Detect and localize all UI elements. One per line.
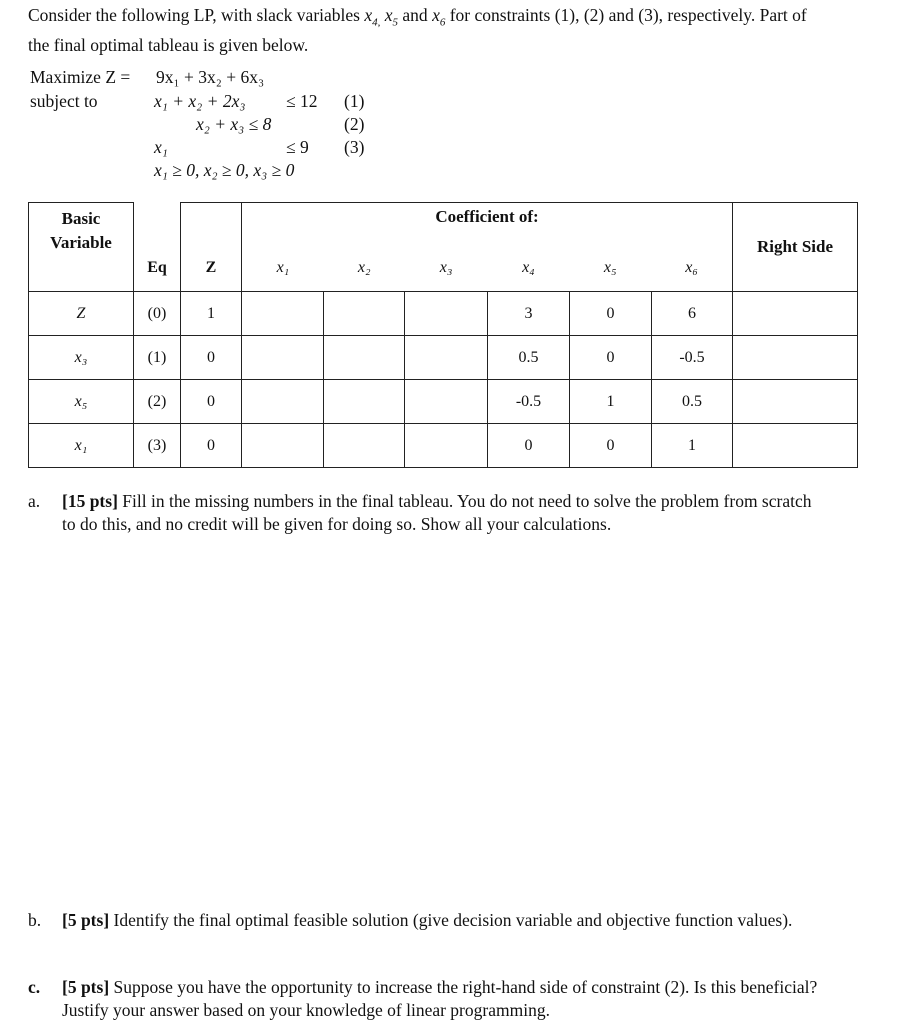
x6-cell: 1 [652, 424, 733, 468]
basic-var-cell: Z [29, 292, 134, 336]
intro-line-1: Consider the following LP, with slack variables $x_{4,}$ $x_5$ and $x_6$ for constraints (1), (2) and (3), respectively. Part of [28, 5, 807, 29]
x5-cell: 0 [570, 292, 652, 336]
x4-cell: 0.5 [488, 336, 570, 380]
x3-cell[interactable] [405, 336, 488, 380]
col-header-x3: x₃ [439, 259, 453, 276]
x5-cell: 1 [570, 380, 652, 424]
x1-cell[interactable] [242, 380, 324, 424]
basic-var-cell: x₃ [29, 336, 134, 380]
x2-cell[interactable] [324, 336, 405, 380]
basic-var-cell: x₁ [29, 424, 134, 468]
question-c-text-2: Justify your answer based on your knowledge of linear programming. [62, 1000, 550, 1020]
z-cell: 0 [181, 336, 242, 380]
question-c-text: Suppose you have the opportunity to increase the right-hand side of constraint (2). Is this beneficial? [109, 977, 818, 997]
question-a-text-2: to do this, and no credit will be given for doing so. Show all your calculations. [62, 514, 612, 534]
table-row [29, 292, 858, 336]
eq-cell: (3) [134, 424, 181, 468]
x3-cell[interactable] [405, 292, 488, 336]
x1-cell[interactable] [242, 424, 324, 468]
constraint-1-lhs: x₁ + x₂ + 2x₃ [154, 91, 246, 111]
x2-cell[interactable] [324, 292, 405, 336]
x5-cell: 0 [570, 336, 652, 380]
question-a [28, 490, 898, 536]
constraint-2-number: (2) [344, 114, 365, 134]
question-c-points: [5 pts] [62, 977, 110, 997]
col-header-right-side: Right Side [733, 203, 858, 292]
x5-cell: 0 [570, 424, 652, 468]
tableau-grid [28, 202, 858, 468]
col-header-eq: Eq [134, 203, 181, 292]
basic-variable-header: Basic Variable [29, 203, 134, 292]
col-header-x1: x₁ [276, 259, 290, 276]
x6-cell: 0.5 [652, 380, 733, 424]
maximize-label: Maximize Z = [30, 67, 131, 87]
question-c [28, 976, 908, 1022]
eq-cell: (0) [134, 292, 181, 336]
z-cell: 1 [181, 292, 242, 336]
rhs-cell[interactable] [733, 336, 858, 380]
objective-function: 9x₁ + 3x₂ + 6x₃ [156, 67, 265, 87]
rhs-cell[interactable] [733, 380, 858, 424]
question-a-label: a. [28, 491, 41, 511]
x1-cell[interactable] [242, 292, 324, 336]
x2-cell[interactable] [324, 424, 405, 468]
constraint-3-lhs: x₁ [154, 137, 168, 157]
intro-line-2: the final optimal tableau is given below. [28, 34, 309, 55]
nonnegativity-constraints: x₁ ≥ 0, x₂ ≥ 0, x₃ ≥ 0 [154, 160, 295, 180]
subject-to-label: subject to [30, 91, 98, 111]
constraint-3-number: (3) [344, 137, 365, 157]
question-a-text: Fill in the missing numbers in the final tableau. You do not need to solve the problem from scratch [117, 491, 812, 511]
x6-cell: -0.5 [652, 336, 733, 380]
constraint-2-lhs: x₂ + x₃ ≤ 8 [196, 114, 272, 134]
rhs-cell[interactable] [733, 424, 858, 468]
question-b-label: b. [28, 910, 42, 930]
col-header-x6: x₆ [685, 259, 698, 276]
z-cell: 0 [181, 380, 242, 424]
x3-cell[interactable] [405, 424, 488, 468]
intro-paragraph [28, 4, 898, 56]
coefficient-of-header: Coefficient of: [435, 207, 539, 226]
x3-cell[interactable] [405, 380, 488, 424]
question-c-label: c. [28, 977, 41, 997]
eq-cell: (2) [134, 380, 181, 424]
col-header-x5: x₅ [603, 259, 617, 276]
x1-cell[interactable] [242, 336, 324, 380]
col-header-x2: x₂ [357, 259, 371, 276]
question-b-text: Identify the final optimal feasible solution (give decision variable and objective function values). [109, 910, 793, 930]
table-row [29, 336, 858, 380]
question-b-points: [5 pts] [62, 910, 110, 930]
table-row [29, 424, 858, 468]
constraint-1-rhs: ≤ 12 [286, 91, 318, 111]
x4-cell: -0.5 [488, 380, 570, 424]
eq-cell: (1) [134, 336, 181, 380]
table-row [29, 380, 858, 424]
question-b [28, 909, 898, 932]
z-cell: 0 [181, 424, 242, 468]
basic-var-cell: x₅ [29, 380, 134, 424]
constraint-1-number: (1) [344, 91, 365, 111]
constraint-3-rhs: ≤ 9 [286, 137, 309, 157]
x4-cell: 3 [488, 292, 570, 336]
col-header-z: Z [181, 203, 242, 292]
question-a-points: [15 pts] [62, 491, 118, 511]
x4-cell: 0 [488, 424, 570, 468]
x6-cell: 6 [652, 292, 733, 336]
x2-cell[interactable] [324, 380, 405, 424]
rhs-cell[interactable] [733, 292, 858, 336]
col-header-x4: x₄ [522, 259, 535, 276]
